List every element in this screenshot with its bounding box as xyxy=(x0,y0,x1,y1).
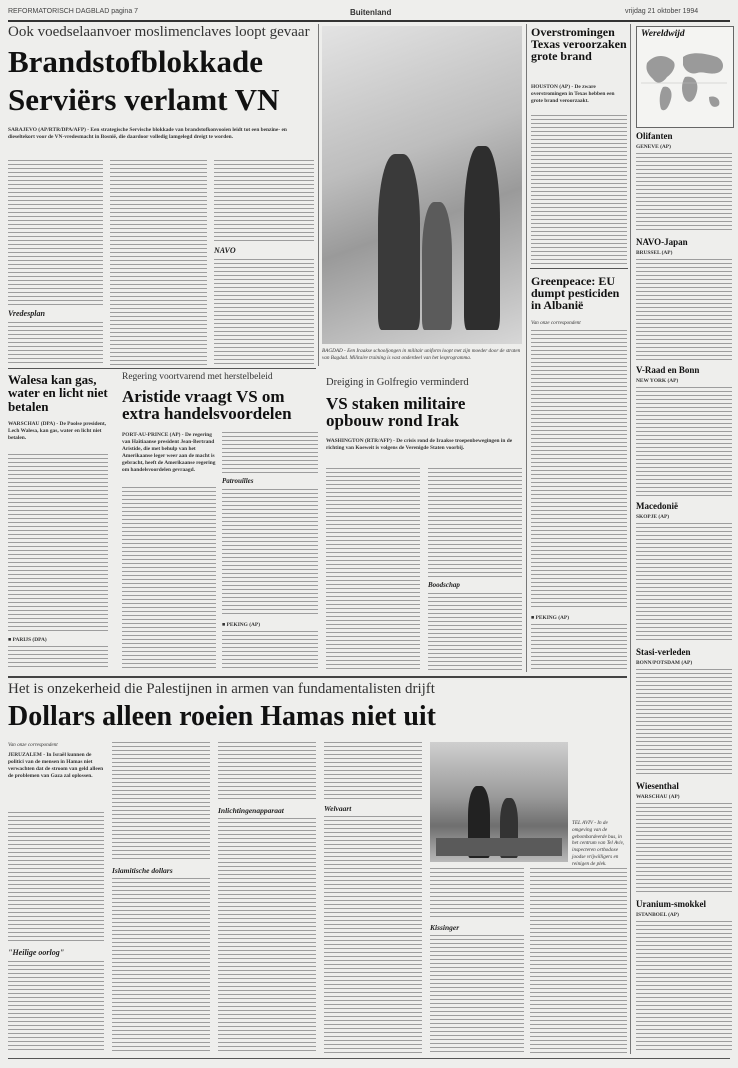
parijs-brief-dateline: ■ PARIJS (DPA) xyxy=(8,637,47,643)
iraq-headline: VS staken militaire opbouw rond Irak xyxy=(326,394,466,431)
wereldwijd-dateline-navo-japan: BRUSSEL (AP) xyxy=(636,250,673,256)
iraq-kicker: Dreiging in Golfregio verminderd xyxy=(326,377,469,388)
tel-aviv-photo xyxy=(430,742,568,862)
hamas-top-rule xyxy=(8,676,627,678)
bosnia-subhead-vredesplan: Vredesplan xyxy=(8,309,45,318)
bosnia-body-col2 xyxy=(110,160,207,366)
wereldwijd-body-wiesenthal xyxy=(636,803,732,895)
wereldwijd-body-olifanten xyxy=(636,153,732,233)
texas-bottom-rule xyxy=(530,268,628,269)
aristide-lead: PORT-AU-PRINCE (AP) - De regering van Haïtiaanse president Jean-Bertrand Aristide, die met behulp van het Amerikaanse leger weer aan de macht is gebracht, heeft de Amerikaanse regering om handelsvoordelen gevraagd. xyxy=(122,432,216,473)
hamas-body-col2b xyxy=(112,878,210,1053)
hamas-body-col5b xyxy=(430,935,524,1053)
wereldwijd-title: Wereldwijd xyxy=(641,29,685,39)
hamas-body-col2 xyxy=(112,742,210,862)
bosnia-body-col3b xyxy=(214,259,314,366)
hamas-subhead-inlichtingen: Inlichtingenapparaat xyxy=(218,806,284,815)
hamas-body-col4 xyxy=(324,742,422,800)
iraq-lead: WASHINGTON (RTR/AFP) - De crisis rond de Iraakse troepenbewegingen in de richting van Koeweit is volgens de Verenigde Staten voorbij. xyxy=(326,438,513,451)
hamas-body-col3b xyxy=(218,818,316,1053)
bosnia-body-col1 xyxy=(8,160,103,308)
wereldwijd-dateline-stasi: BONN/POTSDAM (AP) xyxy=(636,660,693,666)
walesa-headline: Walesa kan gas, water en licht niet betalen xyxy=(8,372,108,414)
aristide-body-col1 xyxy=(122,487,216,670)
wereldwijd-heading-uranium: Uranium-smokkel xyxy=(636,899,707,909)
bagdad-photo-caption: BAGDAD - Een Iraakse schooljongen in militair uniform loopt met zijn moeder door de straten van Bagdad. Militaire training is vast onderdeel van het lesprogramma. xyxy=(322,348,521,361)
page-bottom-rule xyxy=(8,1058,730,1059)
hamas-body-col1 xyxy=(8,812,104,944)
column-rule xyxy=(526,24,527,672)
walesa-body xyxy=(8,454,108,632)
wereldwijd-dateline-olifanten: GENEVE (AP) xyxy=(636,144,671,150)
wereldwijd-box xyxy=(636,26,734,128)
hamas-body-col3 xyxy=(218,742,316,802)
hamas-kicker: Het is onzekerheid die Palestijnen in armen van fundamentalisten drijft xyxy=(8,681,435,697)
section-title: Buitenland xyxy=(350,8,392,17)
albania-peking-brief-body xyxy=(531,624,627,670)
wereldwijd-heading-stasi: Stasi-verleden xyxy=(636,647,691,657)
world-map-graphic xyxy=(639,43,729,125)
wereldwijd-heading-vraad: V-Raad en Bonn xyxy=(636,365,700,375)
column-rule xyxy=(630,24,631,1054)
aristide-body-col2a xyxy=(222,432,318,474)
bosnia-body-col1b xyxy=(8,322,103,366)
bosnia-subhead-navo: NAVO xyxy=(214,246,236,255)
issue-date: vrijdag 21 oktober 1994 xyxy=(625,8,699,15)
hamas-subhead-welvaart: Welvaart xyxy=(324,804,352,813)
hamas-subhead-heilige-oorlog: "Heilige oorlog" xyxy=(8,948,65,957)
bosnia-kicker: Ook voedselaanvoer moslimenclaves loopt gevaar xyxy=(8,24,310,40)
paper-name: REFORMATORISCH DAGBLAD pagina 7 xyxy=(8,8,139,15)
wereldwijd-heading-olifanten: Olifanten xyxy=(636,131,673,141)
walesa-lead: WARSCHAU (DPA) - De Poolse president, Lech Walesa, kan gas, water en licht niet betalen. xyxy=(8,421,107,441)
street-debris xyxy=(436,838,562,856)
bosnia-headline-line2: Serviërs verlamt VN xyxy=(8,82,280,117)
bosnia-headline-line1: Brandstofblokkade xyxy=(8,44,263,79)
peking-dateline-text: PEKING (AP) xyxy=(226,622,260,628)
peking-brief-body xyxy=(222,631,318,670)
hamas-lead: JERUZALEM - In Israël kunnen de politici van de mensen in Hamas niet verwachten dat de stroom van geld alleen de problemen van Gaza zal oplossen. xyxy=(8,752,104,779)
wereldwijd-body-stasi xyxy=(636,669,732,777)
aristide-headline: Aristide vraagt VS om extra handelsvoordelen xyxy=(122,387,292,424)
parijs-brief-body xyxy=(8,646,108,670)
iraq-body-col1 xyxy=(326,468,420,670)
texas-body xyxy=(531,115,627,265)
column-rule xyxy=(318,24,319,366)
wereldwijd-heading-wiesenthal: Wiesenthal xyxy=(636,781,679,791)
hamas-subhead-islamitische: Islamitische dollars xyxy=(112,866,173,875)
hamas-dateline: Van onze correspondent xyxy=(8,742,58,748)
hamas-headline: Dollars alleen roeien Hamas niet uit xyxy=(8,701,436,732)
peking-brief-dateline: ■ PEKING (AP) xyxy=(222,622,260,628)
bosnia-lead: SARAJEVO (AP/RTR/DPA/AFP) - Een strategische Servische blokkade van brandstofkonvooien leidt tot een benzine- en dieseltekort voor de VN-vredesmacht in Bosnië, die daardoor volledig lamgelegd dreigt te worden. xyxy=(8,127,287,140)
wereldwijd-heading-navo-japan: NAVO-Japan xyxy=(636,237,688,247)
texas-lead: HOUSTON (AP) - De zware overstromingen in Texas hebben een grote brand veroorzaakt. xyxy=(531,84,615,104)
aristide-kicker: Regering voortvarend met herstelbeleid xyxy=(122,372,273,382)
texas-headline: Overstromingen Texas veroorzaken grote brand xyxy=(531,25,627,64)
aristide-subhead-patrouilles: Patrouilles xyxy=(222,477,254,485)
bosnia-bottom-rule xyxy=(8,368,316,369)
hamas-body-col4b xyxy=(324,816,422,1053)
bosnia-body-col3 xyxy=(214,160,314,242)
boy-figure xyxy=(422,202,452,330)
hamas-subhead-kissinger: Kissinger xyxy=(430,923,460,932)
tel-aviv-caption: TEL AVIV - In de omgeving van de gebombardeerde bus, in het centrum van Tel Aviv, inspecteren orthodoxe joodse vrijwilligers en reinigen de plek. xyxy=(572,820,624,867)
wereldwijd-dateline-uranium: ISTANBOEL (AP) xyxy=(636,912,679,918)
bagdad-photo xyxy=(322,26,522,344)
wereldwijd-dateline-macedonie: SKOPJE (AP) xyxy=(636,514,670,520)
hamas-body-col6 xyxy=(530,868,627,1053)
iraq-body-col2b xyxy=(428,593,522,670)
mother-figure xyxy=(378,154,420,330)
albania-peking-brief-dateline: ■ PEKING (AP) xyxy=(531,615,569,621)
wereldwijd-body-uranium xyxy=(636,921,732,1053)
wereldwijd-heading-macedonie: Macedonië xyxy=(636,501,678,511)
iraq-body-col2a xyxy=(428,468,522,578)
albania-body xyxy=(531,330,627,610)
iraq-subhead-boodschap: Boodschap xyxy=(428,581,460,589)
wereldwijd-body-vraad xyxy=(636,387,732,497)
wereldwijd-dateline-wiesenthal: WARSCHAU (AP) xyxy=(636,794,680,800)
parijs-dateline-text: PARIJS (DPA) xyxy=(12,637,47,643)
woman-figure xyxy=(464,146,500,330)
wereldwijd-dateline-vraad: NEW YORK (AP) xyxy=(636,378,679,384)
albania-peking-dateline-text: PEKING (AP) xyxy=(535,615,569,621)
albania-headline: Greenpeace: EU dumpt pesticiden in Albanië xyxy=(531,274,620,313)
hamas-body-col5 xyxy=(430,868,524,920)
masthead-rule xyxy=(8,20,730,22)
albania-dateline: Van onze correspondent xyxy=(531,320,581,326)
wereldwijd-body-navo-japan xyxy=(636,259,732,361)
hamas-body-col1b xyxy=(8,961,104,1053)
wereldwijd-body-macedonie xyxy=(636,523,732,643)
aristide-body-col2b xyxy=(222,489,318,617)
